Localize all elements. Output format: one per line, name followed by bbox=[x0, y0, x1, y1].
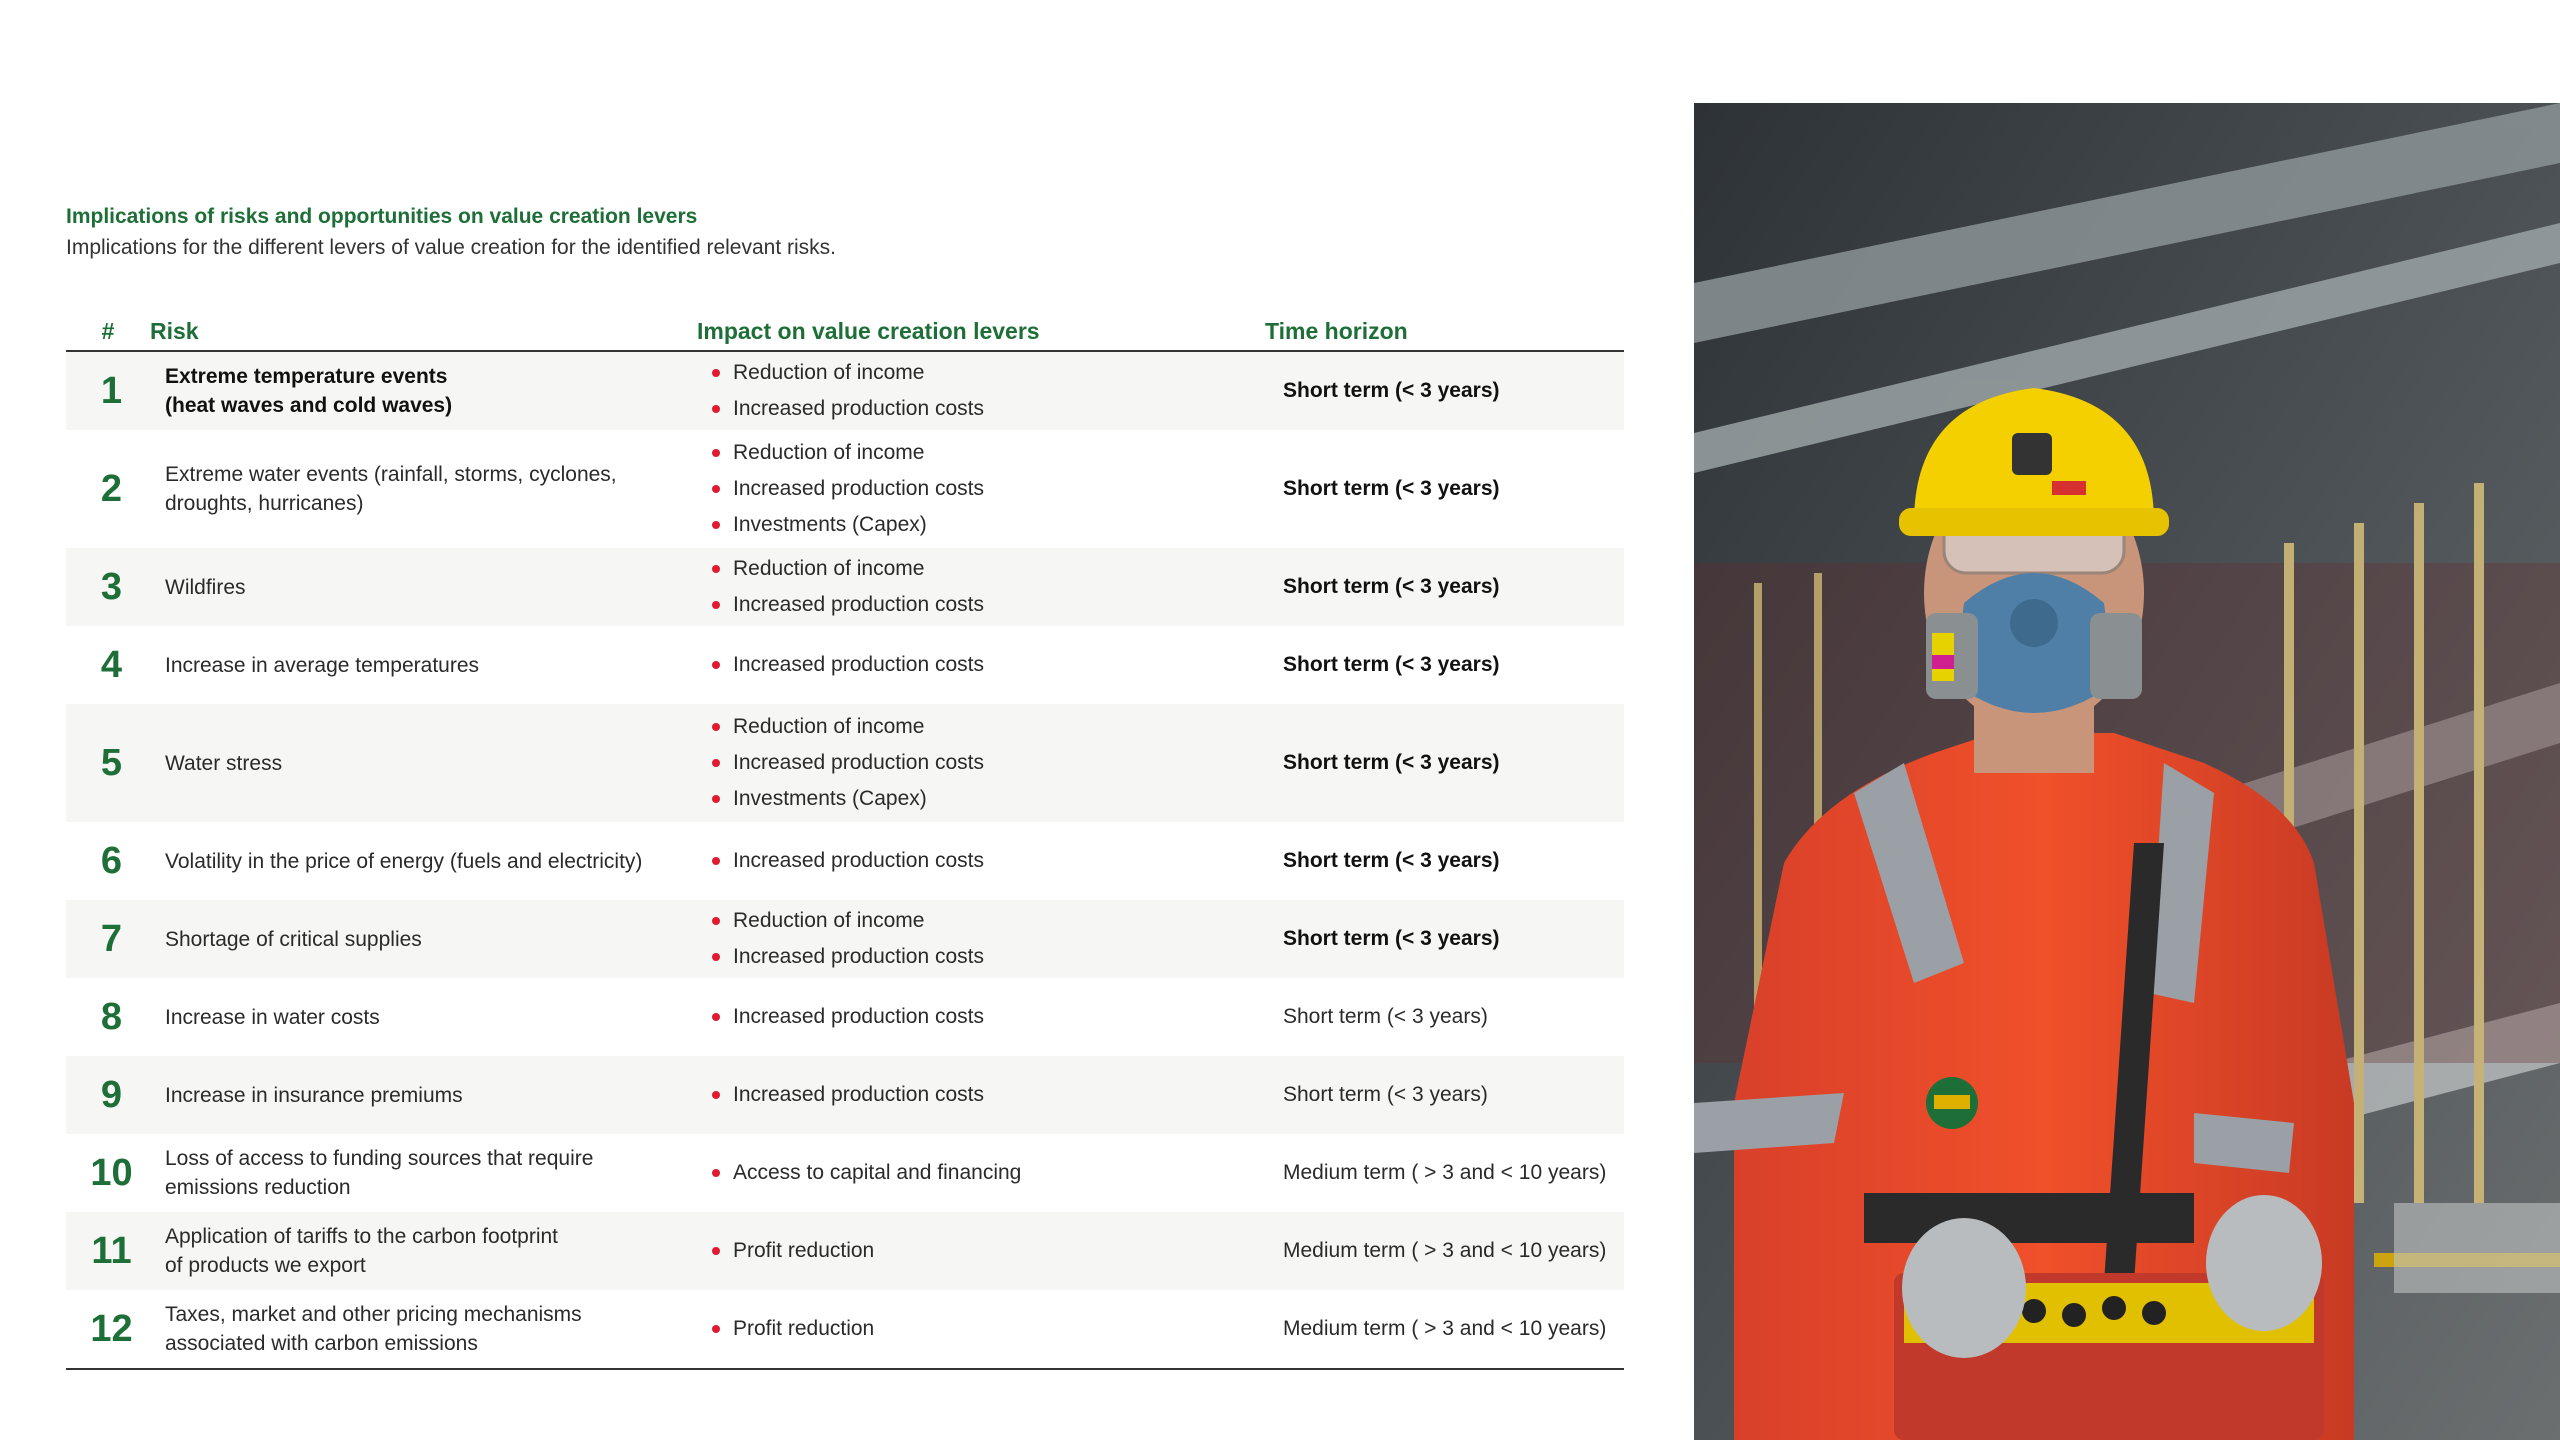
impact-item: Profit reduction bbox=[707, 1233, 1275, 1269]
impact-item: Reduction of income bbox=[707, 355, 1275, 391]
impact-list bbox=[707, 1233, 1275, 1269]
impact-item: Increased production costs bbox=[707, 999, 1275, 1035]
risk-name-line: Shortage of critical supplies bbox=[165, 927, 422, 951]
table-row bbox=[66, 1212, 1624, 1290]
time-horizon: Short term (< 3 years) bbox=[1283, 653, 1500, 676]
impact-item: Increased production costs bbox=[707, 939, 1275, 975]
risk-name-line: Loss of access to funding sources that require bbox=[165, 1147, 594, 1170]
impact-item: Reduction of income bbox=[707, 903, 1275, 939]
time-horizon: Short term (< 3 years) bbox=[1283, 1005, 1488, 1028]
impact-item: Investments (Capex) bbox=[707, 507, 1275, 543]
table-row bbox=[66, 430, 1624, 548]
impact-list bbox=[707, 999, 1275, 1035]
impact-item: Increased production costs bbox=[707, 587, 1275, 623]
risk-number: 11 bbox=[91, 1229, 132, 1272]
risk-name bbox=[157, 460, 707, 518]
risk-number: 5 bbox=[100, 741, 123, 784]
risk-number: 3 bbox=[100, 565, 123, 608]
impact-list bbox=[707, 647, 1275, 683]
impact-item: Increased production costs bbox=[707, 391, 1275, 427]
impact-list bbox=[707, 355, 1275, 427]
table-row bbox=[66, 1056, 1624, 1134]
header-num: # bbox=[101, 318, 115, 344]
impact-item: Reduction of income bbox=[707, 435, 1275, 471]
risk-name bbox=[157, 749, 707, 778]
risk-number: 9 bbox=[100, 1073, 123, 1116]
table-row bbox=[66, 1290, 1624, 1368]
impact-list bbox=[707, 1077, 1275, 1113]
impact-item: Reduction of income bbox=[707, 709, 1275, 745]
impact-list bbox=[707, 1311, 1275, 1347]
risk-name bbox=[157, 651, 707, 680]
worker-photo bbox=[1694, 103, 2560, 1440]
risk-name bbox=[157, 362, 707, 420]
table-row bbox=[66, 822, 1624, 900]
impact-item: Increased production costs bbox=[707, 745, 1275, 781]
risk-name-line: Extreme water events (rainfall, storms, cyclones, bbox=[165, 463, 617, 486]
risk-name bbox=[157, 1222, 707, 1280]
impact-item: Reduction of income bbox=[707, 551, 1275, 587]
worker-photo-illustration bbox=[1694, 103, 2560, 1440]
time-horizon: Short term (< 3 years) bbox=[1283, 927, 1500, 950]
risk-number: 7 bbox=[100, 917, 123, 960]
table-row bbox=[66, 978, 1624, 1056]
table-row bbox=[66, 704, 1624, 822]
impact-list bbox=[707, 551, 1275, 623]
risk-number: 12 bbox=[90, 1307, 133, 1350]
table-row bbox=[66, 900, 1624, 978]
table-row bbox=[66, 352, 1624, 430]
impact-item: Increased production costs bbox=[707, 1077, 1275, 1113]
risk-name bbox=[157, 573, 707, 602]
section-title: Implications of risks and opportunities on value creation levers bbox=[66, 205, 698, 228]
impact-item: Increased production costs bbox=[707, 647, 1275, 683]
risk-name bbox=[157, 1003, 707, 1032]
risk-name-line: (heat waves and cold waves) bbox=[165, 394, 453, 417]
impact-list bbox=[707, 843, 1275, 879]
time-horizon: Medium term ( > 3 and < 10 years) bbox=[1283, 1161, 1607, 1184]
risk-name-line: associated with carbon emissions bbox=[165, 1332, 478, 1355]
risk-name-line: emissions reduction bbox=[165, 1176, 351, 1199]
risk-name bbox=[157, 1300, 707, 1358]
risk-name-line: of products we export bbox=[165, 1254, 366, 1277]
risk-number: 6 bbox=[100, 839, 123, 882]
impact-item: Increased production costs bbox=[707, 843, 1275, 879]
impact-item: Increased production costs bbox=[707, 471, 1275, 507]
risk-name-line: Wildfires bbox=[165, 575, 246, 599]
impact-item: Access to capital and financing bbox=[707, 1155, 1275, 1191]
page-header bbox=[66, 204, 1626, 262]
table-row bbox=[66, 626, 1624, 704]
risk-name bbox=[157, 1081, 707, 1110]
risk-name-line: Increase in water costs bbox=[165, 1005, 380, 1029]
impact-list bbox=[707, 1155, 1275, 1191]
risk-name-line: Extreme temperature events bbox=[165, 365, 448, 388]
table-row bbox=[66, 1134, 1624, 1212]
time-horizon: Short term (< 3 years) bbox=[1283, 751, 1500, 774]
risk-name-line: Increase in insurance premiums bbox=[165, 1083, 463, 1107]
time-horizon: Medium term ( > 3 and < 10 years) bbox=[1283, 1239, 1607, 1262]
risk-table bbox=[66, 316, 1624, 1370]
risk-name-line: Increase in average temperatures bbox=[165, 653, 480, 677]
risk-number: 8 bbox=[100, 995, 123, 1038]
risk-name-line: Taxes, market and other pricing mechanisms bbox=[165, 1303, 582, 1326]
table-header bbox=[66, 316, 1624, 352]
time-horizon: Short term (< 3 years) bbox=[1283, 575, 1500, 598]
risk-name bbox=[157, 1144, 707, 1202]
section-subtitle: Implications for the different levers of value creation for the identified relevant risks. bbox=[66, 236, 836, 259]
risk-name-line: Application of tariffs to the carbon footprint bbox=[165, 1225, 559, 1248]
time-horizon: Short term (< 3 years) bbox=[1283, 379, 1500, 402]
header-time: Time horizon bbox=[1265, 318, 1408, 344]
risk-number: 2 bbox=[100, 467, 123, 510]
table-row bbox=[66, 548, 1624, 626]
risk-number: 10 bbox=[90, 1151, 133, 1194]
impact-list bbox=[707, 709, 1275, 817]
impact-list bbox=[707, 435, 1275, 543]
impact-list bbox=[707, 903, 1275, 975]
risk-name-line: Water stress bbox=[165, 751, 283, 775]
time-horizon: Short term (< 3 years) bbox=[1283, 1083, 1488, 1106]
risk-name bbox=[157, 847, 707, 876]
risk-number: 4 bbox=[100, 643, 123, 686]
risk-number: 1 bbox=[100, 369, 123, 412]
risk-name-line: Volatility in the price of energy (fuels and electricity) bbox=[165, 849, 643, 873]
impact-item: Investments (Capex) bbox=[707, 781, 1275, 817]
impact-item: Profit reduction bbox=[707, 1311, 1275, 1347]
header-impact: Impact on value creation levers bbox=[697, 318, 1040, 344]
table-body bbox=[66, 352, 1624, 1370]
header-risk: Risk bbox=[150, 318, 199, 344]
time-horizon: Medium term ( > 3 and < 10 years) bbox=[1283, 1317, 1607, 1340]
risk-name bbox=[157, 925, 707, 954]
time-horizon: Short term (< 3 years) bbox=[1283, 849, 1500, 872]
risk-name-line: droughts, hurricanes) bbox=[165, 492, 364, 515]
time-horizon: Short term (< 3 years) bbox=[1283, 477, 1500, 500]
